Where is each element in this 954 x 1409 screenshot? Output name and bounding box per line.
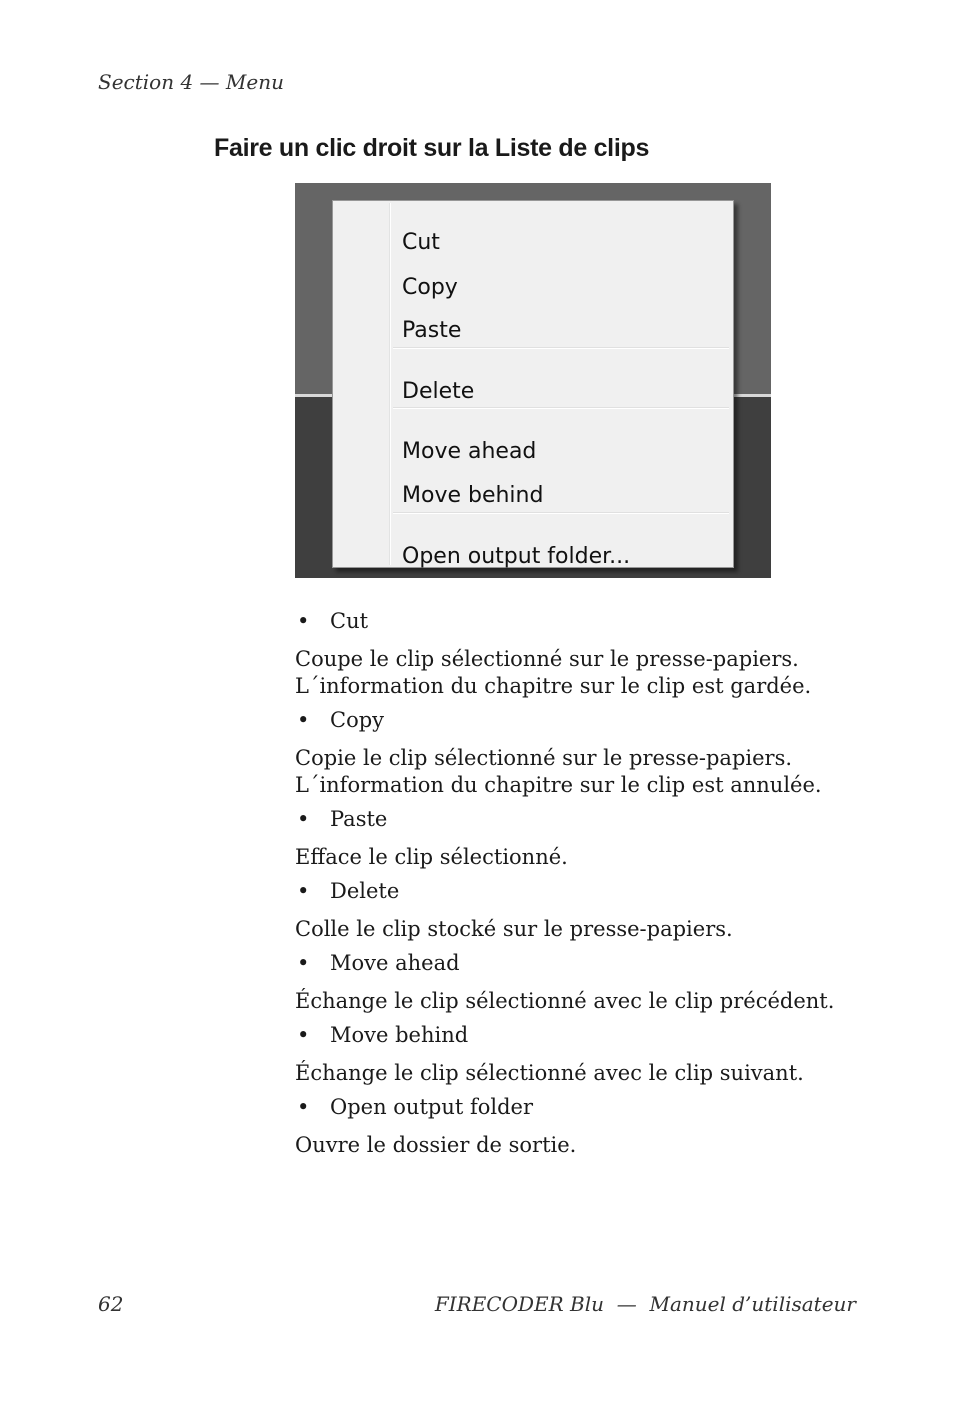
bullet: • [297,1095,310,1119]
entry-delete [295,878,835,943]
menu-item-copy[interactable]: Copy [402,275,458,300]
running-head: Section 4 — Menu [98,70,284,94]
bullet: • [297,879,310,903]
bullet: • [297,609,310,633]
bullet: • [297,951,310,975]
bullet: • [297,807,310,831]
context-menu [332,200,734,568]
entry-name: Delete [330,879,400,903]
book-title: FIRECODER Blu — Manuel d’utilisateur [434,1292,856,1316]
menu-item-move-behind[interactable]: Move behind [402,483,544,508]
entry-name: Copy [330,708,385,732]
menu-separator [393,347,729,349]
entry-name: Move behind [330,1023,469,1047]
entry-description: Échange le clip sélectionné avec le clip suivant. [295,1061,804,1085]
entry-move-ahead [295,950,835,1015]
context-menu-screenshot [295,183,771,578]
menu-separator [393,407,729,409]
menu-item-move-ahead[interactable]: Move ahead [402,439,537,464]
menu-gutter-line [389,203,391,565]
menu-item-descriptions [295,608,835,1166]
entry-name: Open output folder [330,1095,534,1119]
entry-description: Coupe le clip sélectionné sur le presse-papiers. L´information du chapitre sur le clip est gardée. [295,647,812,698]
entry-cut [295,608,835,700]
page-number: 62 [98,1292,124,1316]
entry-description: Efface le clip sélectionné. [295,845,568,869]
bullet: • [297,708,310,732]
entry-description: Colle le clip stocké sur le presse-papiers. [295,917,733,941]
entry-name: Move ahead [330,951,460,975]
menu-item-cut[interactable]: Cut [402,230,440,255]
menu-separator [393,512,729,514]
menu-item-open-output-folder[interactable]: Open output folder... [402,544,631,569]
menu-item-delete[interactable]: Delete [402,379,475,404]
section-title: Faire un clic droit sur la Liste de clips [214,134,650,162]
entry-copy [295,707,835,799]
entry-description: Ouvre le dossier de sortie. [295,1133,577,1157]
bullet: • [297,1023,310,1047]
entry-open-output-folder [295,1094,835,1159]
menu-item-paste[interactable]: Paste [402,318,462,343]
entry-paste [295,806,835,871]
entry-description: Échange le clip sélectionné avec le clip précédent. [295,989,835,1013]
entry-name: Paste [330,807,388,831]
entry-name: Cut [330,609,369,633]
entry-description: Copie le clip sélectionné sur le presse-papiers. L´information du chapitre sur le clip est annulée. [295,746,822,797]
entry-move-behind [295,1022,835,1087]
